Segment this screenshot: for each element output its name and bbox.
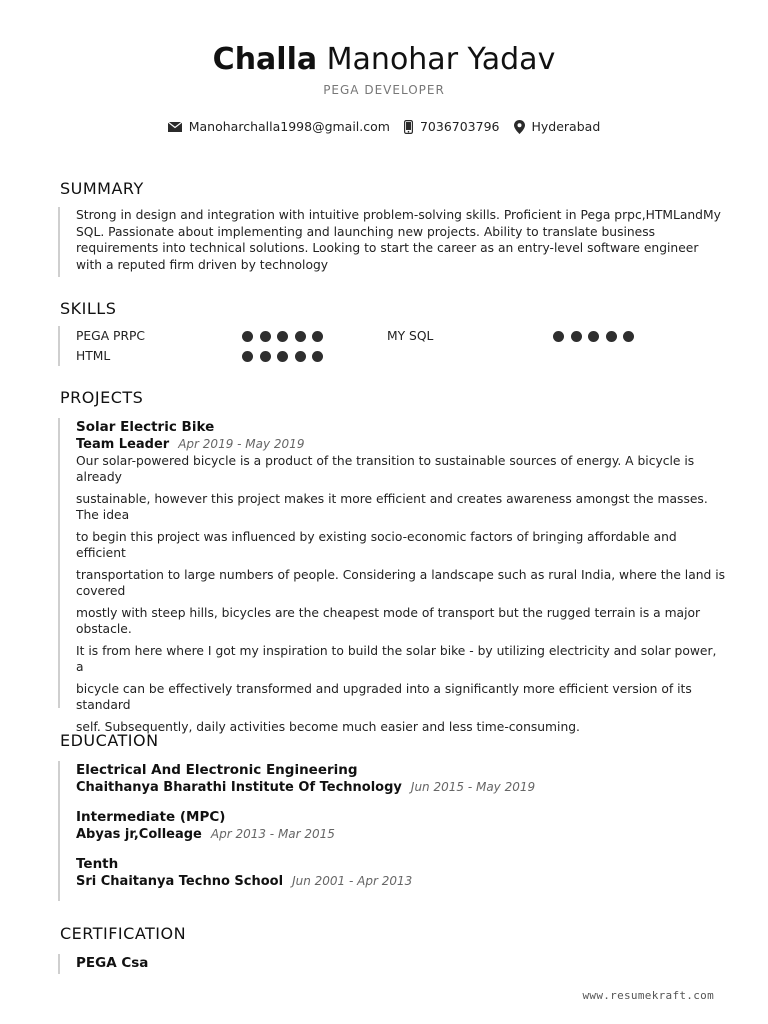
project-title: Solar Electric Bike [76,419,215,435]
skills-row [76,326,698,346]
skill-rating [242,351,330,362]
rating-dot [295,351,306,362]
envelope-icon [168,122,182,132]
education-heading: EDUCATION [60,731,159,750]
project-paragraph: transportation to large numbers of people. Considering a landscape such as rural India, where the land is covered [76,568,726,598]
rating-dot [277,331,288,342]
footer-site-link[interactable]: www.resumekraft.com [582,989,714,1002]
skill-rating [553,331,641,342]
project-date: Apr 2019 - May 2019 [178,437,305,451]
education-item [76,855,535,889]
project-paragraph: mostly with steep hills, bicycles are the cheapest mode of transport but the rugged terrain is a major obstacle. [76,606,701,636]
project-paragraph: self. Subsequently, daily activities become much easier and less time-consuming. [76,720,580,734]
certification-name: PEGA Csa [76,955,149,971]
skill-item [76,329,387,343]
project-paragraph: sustainable, however this project makes it more efficient and creates awareness amongst the masses. The idea [76,492,708,522]
contact-phone[interactable] [404,119,500,134]
certification-block [58,954,148,974]
education-date: Jun 2015 - May 2019 [410,780,536,794]
summary-text: Strong in design and integration with intuitive problem-solving skills. Proficient in Pega prpc,HTMLandMy SQL. Passionate about implementing and launching new projects. Ability to translate business requirements into technical solutions. Looking to start the career as an entry-level software engineer with a reputed firm driven by technology [76,208,721,272]
project-role: Team Leader [76,437,170,452]
project-paragraph: to begin this project was influenced by existing socio-economic factors of bringing affordable and efficient [76,530,677,560]
rating-dot [553,331,564,342]
location-text: Hyderabad [531,119,601,134]
last-name: Manohar Yadav [326,42,556,77]
phone-text: 7036703796 [419,119,500,134]
rating-dot [312,331,323,342]
rating-dot [260,351,271,362]
map-pin-icon [514,120,525,134]
education-item [76,808,535,842]
education-school: Abyas jr,Colleage [76,827,202,842]
certification-heading: CERTIFICATION [60,924,187,943]
skill-rating [242,331,330,342]
rating-dot [623,331,634,342]
rating-dot [260,331,271,342]
contact-email[interactable] [168,119,390,134]
education-school-line [76,780,535,795]
skills-heading: SKILLS [60,299,117,318]
first-name: Challa [212,42,318,77]
contact-bar [0,119,768,134]
resume-header [0,40,768,98]
rating-dot [588,331,599,342]
project-paragraph: bicycle can be effectively transformed and upgraded into a significantly more efficient version of its standard [76,682,692,712]
skill-name: HTML [76,349,111,363]
project-paragraph: Our solar-powered bicycle is a product of the transition to sustainable sources of energy. A bicycle is already [76,454,695,484]
contact-location [514,119,601,134]
project-role-line [76,437,726,452]
rating-dot [312,351,323,362]
phone-icon [404,120,413,134]
education-date: Apr 2013 - Mar 2015 [210,827,335,841]
education-school-line [76,874,535,889]
education-date: Jun 2001 - Apr 2013 [292,874,413,888]
skill-item [387,329,698,343]
project-paragraph: It is from here where I got my inspiration to build the solar bike - by utilizing electricity and solar power, a [76,644,717,674]
education-school: Chaithanya Bharathi Institute Of Technology [76,780,402,795]
rating-dot [242,351,253,362]
education-school-line [76,827,535,842]
skill-item [76,349,403,363]
rating-dot [295,331,306,342]
education-item [76,761,535,795]
rating-dot [277,351,288,362]
education-degree: Intermediate (MPC) [76,809,226,825]
projects-heading: PROJECTS [60,388,144,407]
rating-dot [242,331,253,342]
projects-block [58,418,726,734]
candidate-name [0,40,768,80]
email-text: Manoharchalla1998@gmail.com [188,119,390,134]
skill-name: MY SQL [387,329,434,343]
education-block [58,761,535,901]
rating-dot [606,331,617,342]
skill-name: PEGA PRPC [76,329,145,343]
summary-heading: SUMMARY [60,179,144,198]
skills-row [76,346,698,366]
project-description [76,453,726,735]
education-degree: Electrical And Electronic Engineering [76,762,358,778]
rating-dot [571,331,582,342]
job-title: PEGA DEVELOPER [323,83,445,97]
education-school: Sri Chaitanya Techno School [76,874,284,889]
skills-block [58,326,698,366]
summary-block [58,207,726,277]
education-degree: Tenth [76,856,119,872]
